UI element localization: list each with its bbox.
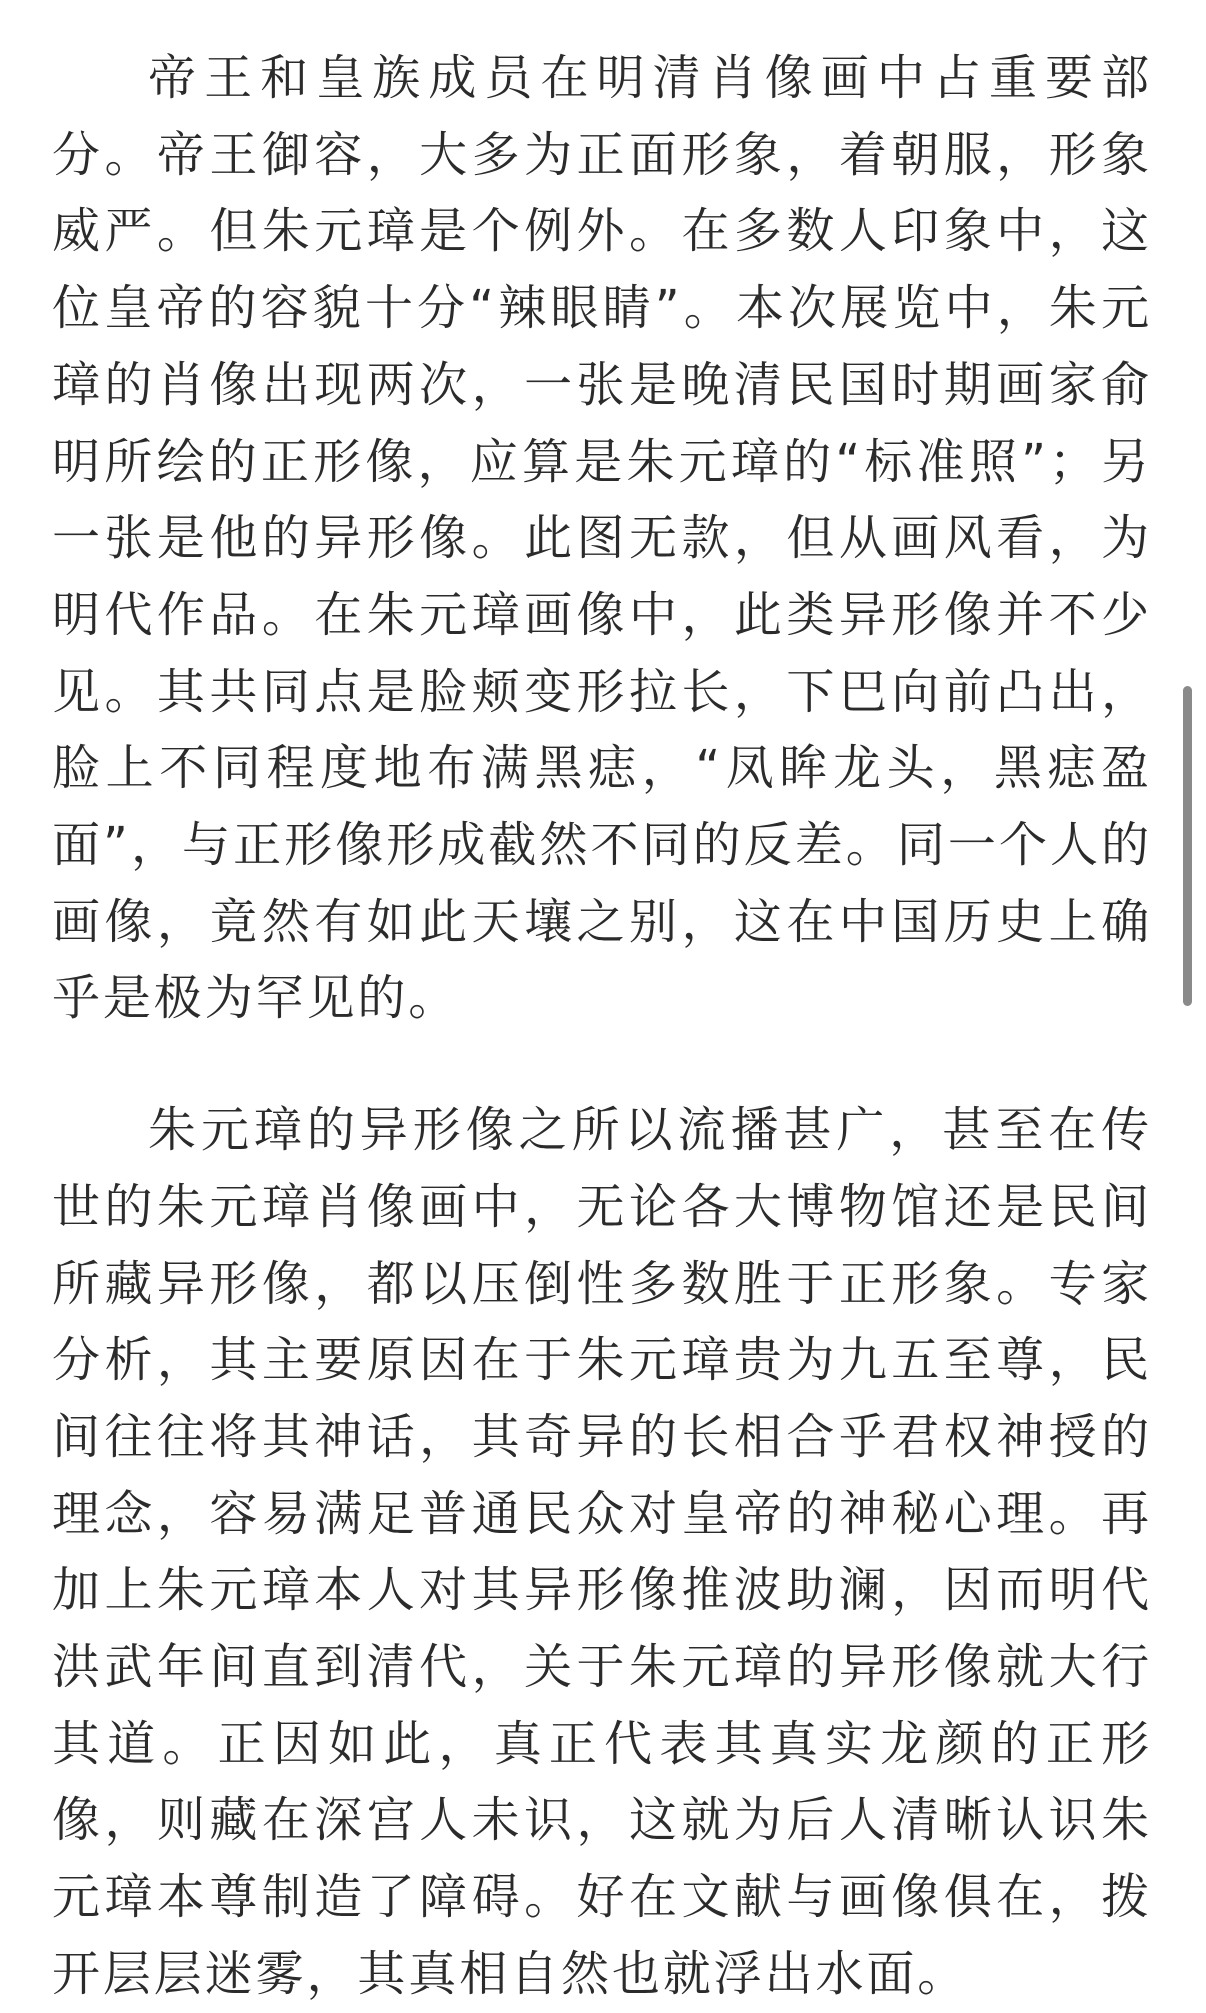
vertical-scrollbar-thumb[interactable] (1183, 686, 1192, 1006)
article-paragraph-2: 朱元璋的异形像之所以流播甚广，甚至在传世的朱元璋肖像画中，无论各大博物馆还是民间所藏异形像，都以压倒性多数胜于正形象。专家分析，其主要原因在于朱元璋贵为九五至尊，民间往往将其神话，其奇异的长相合乎君权神授的理念，容易满足普通民众对皇帝的神秘心理。再加上朱元璋本人对其异形像推波助澜，因而明代洪武年间直到清代，关于朱元璋的异形像就大行其道。正因如此，真正代表其真实龙颜的正形像，则藏在深宫人未识，这就为后人清晰认识朱元璋本尊制造了障碍。好在文献与画像俱在，拨开层层迷雾，其真相自然也就浮出水面。 (52, 1102, 1152, 2002)
article-body (52, 40, 1152, 2013)
article-paragraph-1: 帝王和皇族成员在明清肖像画中占重要部分。帝王御容，大多为正面形象，着朝服，形象威严。但朱元璋是个例外。在多数人印象中，这位皇帝的容貌十分“辣眼睛”。本次展览中，朱元璋的肖像出现两次，一张是晚清民国时期画家俞明所绘的正形像，应算是朱元璋的“标准照”；另一张是他的异形像。此图无款，但从画风看，为明代作品。在朱元璋画像中，此类异形像并不少见。其共同点是脸颊变形拉长，下巴向前凸出，脸上不同程度地布满黑痣，“凤眸龙头，黑痣盈面”，与正形像形成截然不同的反差。同一个人的画像，竟然有如此天壤之别，这在中国历史上确乎是极为罕见的。 (52, 50, 1152, 1027)
